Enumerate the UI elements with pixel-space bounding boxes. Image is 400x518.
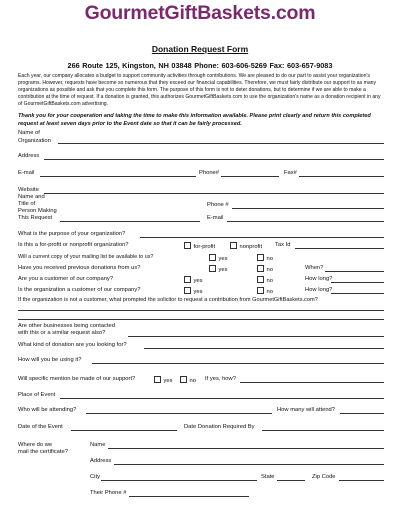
other-field[interactable] bbox=[128, 336, 384, 337]
address-label: Address bbox=[18, 153, 40, 159]
mention-question: Will specific mention be made of our support? bbox=[18, 376, 136, 382]
mail-zip-label: Zip Code bbox=[312, 474, 336, 480]
email2-label: E-mail bbox=[207, 215, 224, 221]
requester-label-1: Name and bbox=[18, 194, 45, 200]
customer-no-checkbox[interactable]: no bbox=[257, 276, 273, 284]
how-use-field[interactable] bbox=[92, 363, 384, 364]
mail-phone-field[interactable] bbox=[129, 496, 249, 497]
taxid-label: Tax Id bbox=[275, 242, 291, 248]
mail-phone-label: Their Phone # bbox=[90, 490, 127, 496]
mention-yes-checkbox[interactable]: yes bbox=[154, 376, 173, 384]
other-question-2: with this or a similar request also? bbox=[18, 330, 106, 336]
prompted-question: If the organization is not a customer, what prompted the solicitor to request a contribution from GourmetGiftBaskets.com? bbox=[18, 297, 318, 303]
purpose-label: What is the purpose of your organization? bbox=[18, 231, 126, 237]
company-logo: GourmetGiftBaskets.com bbox=[84, 2, 316, 24]
mail-zip-field[interactable] bbox=[339, 480, 384, 481]
address-field[interactable] bbox=[44, 159, 384, 160]
mail-city-field[interactable] bbox=[101, 480, 257, 481]
attending-label: Who will be attending? bbox=[18, 407, 77, 413]
kind-field[interactable] bbox=[144, 348, 384, 349]
mail-state-label: State bbox=[261, 474, 275, 480]
where-label-1: Where do we bbox=[18, 442, 53, 448]
when-field[interactable] bbox=[325, 271, 384, 272]
place-field[interactable] bbox=[60, 398, 384, 399]
previous-no-checkbox[interactable]: no bbox=[257, 265, 273, 273]
attending-field[interactable] bbox=[86, 413, 272, 414]
form-title: Donation Request Form bbox=[151, 44, 249, 54]
phone2-field[interactable] bbox=[232, 208, 384, 209]
date-event-label: Date of the Event bbox=[18, 424, 63, 430]
howlong2-label: How long? bbox=[305, 287, 333, 293]
mailing-yes-checkbox[interactable]: yes bbox=[209, 254, 228, 262]
org-name-label: Name of bbox=[18, 130, 40, 136]
org-customer-yes-checkbox[interactable]: yes bbox=[184, 287, 203, 295]
date-required-field[interactable] bbox=[262, 430, 384, 431]
mail-name-field[interactable] bbox=[108, 448, 384, 449]
prompted-field-2[interactable] bbox=[18, 319, 384, 320]
mail-name-label: Name bbox=[90, 442, 106, 448]
forprofit-checkbox[interactable]: for-profit bbox=[184, 242, 215, 250]
email-label: E-mail bbox=[18, 170, 35, 176]
org-customer-no-checkbox[interactable]: no bbox=[257, 287, 273, 295]
previous-yes-checkbox[interactable]: yes bbox=[209, 265, 228, 273]
profit-question: Is this a for-profit or nonprofit organization? bbox=[18, 242, 129, 248]
ifyes-field[interactable] bbox=[240, 382, 384, 383]
thanks-paragraph: Thank you for your cooperation and taking the time to make this information available. Please print clearly and return this completed request at least seven days prior to the Event date so that it can be fairly processed. bbox=[18, 113, 371, 127]
kind-question: What kind of donation are you looking for? bbox=[18, 342, 127, 348]
mail-city-label: City bbox=[90, 474, 100, 480]
previous-question: Have you received previous donations from us? bbox=[18, 265, 141, 271]
customer-yes-checkbox[interactable]: yes bbox=[184, 276, 203, 284]
intro-paragraph: Each year, our company allocates a budget to support community activities through contributions. We are pleased to do our part to assist your organization's programs. However, requests have become so numerous that they exceed our financial capabilities. Therefore, we must fairly distribute our support to as many organizations as possible and ask that you complete this form. The purpose of this form is not to deter donations, but to determine if we are able to make a contribution at the time of request. If a donation is granted, this authorizes GourmetGiftBaskets.com to use the organization's name as a donation recipient in any of GourmetGiftBaskets.com advertising. bbox=[18, 73, 381, 107]
website-field[interactable] bbox=[44, 193, 384, 194]
purpose-field[interactable] bbox=[140, 237, 384, 238]
many-field[interactable] bbox=[340, 413, 384, 414]
date-event-field[interactable] bbox=[71, 430, 177, 431]
phone-label: Phone# bbox=[199, 170, 219, 176]
org-name-field[interactable] bbox=[58, 143, 384, 144]
howlong2-field[interactable] bbox=[331, 293, 384, 294]
howlong-field[interactable] bbox=[331, 282, 384, 283]
nonprofit-checkbox[interactable]: nonprofit bbox=[230, 242, 262, 250]
ifyes-label: If yes, how? bbox=[205, 376, 236, 382]
where-label-2: mail the certificate? bbox=[18, 449, 68, 455]
taxid-field[interactable] bbox=[295, 248, 384, 249]
fax-field[interactable] bbox=[299, 176, 384, 177]
many-label: How many will attend? bbox=[277, 407, 335, 413]
when-label: When? bbox=[305, 265, 324, 271]
requester-label-2: Title of bbox=[18, 201, 36, 207]
how-use-question: How will you be using it? bbox=[18, 357, 82, 363]
date-required-label: Date Donation Required By bbox=[184, 424, 255, 430]
requester-name-field[interactable] bbox=[60, 221, 200, 222]
mailing-question: Will a current copy of your mailing list be available to us? bbox=[18, 254, 154, 260]
customer-question: Are you a customer of our company? bbox=[18, 276, 114, 282]
org-name-label-2: Organization bbox=[18, 138, 51, 144]
other-question-1: Are other businesses being contacted bbox=[18, 323, 115, 329]
email-field[interactable] bbox=[40, 176, 196, 177]
requester-label-4: This Request bbox=[18, 215, 53, 221]
mail-address-label: Address bbox=[90, 458, 112, 464]
website-label: Website bbox=[18, 187, 39, 193]
prompted-field-1[interactable] bbox=[18, 310, 384, 311]
howlong-label: How long? bbox=[305, 276, 333, 282]
phone-field[interactable] bbox=[221, 176, 279, 177]
place-label: Place of Event bbox=[18, 392, 56, 398]
fax-label: Fax# bbox=[284, 170, 297, 176]
mail-state-field[interactable] bbox=[277, 480, 305, 481]
mention-no-checkbox[interactable]: no bbox=[180, 376, 196, 384]
mailing-no-checkbox[interactable]: no bbox=[257, 254, 273, 262]
phone2-label: Phone # bbox=[207, 202, 229, 208]
email2-field[interactable] bbox=[227, 221, 384, 222]
org-customer-question: Is the organization a customer of our company? bbox=[18, 287, 141, 293]
requester-label-3: Person Making bbox=[18, 208, 57, 214]
mail-address-field[interactable] bbox=[114, 464, 384, 465]
contact-address: 266 Route 125, Kingston, NH 03848 Phone: 603-606-5269 Fax: 603-657-9083 bbox=[67, 61, 333, 70]
